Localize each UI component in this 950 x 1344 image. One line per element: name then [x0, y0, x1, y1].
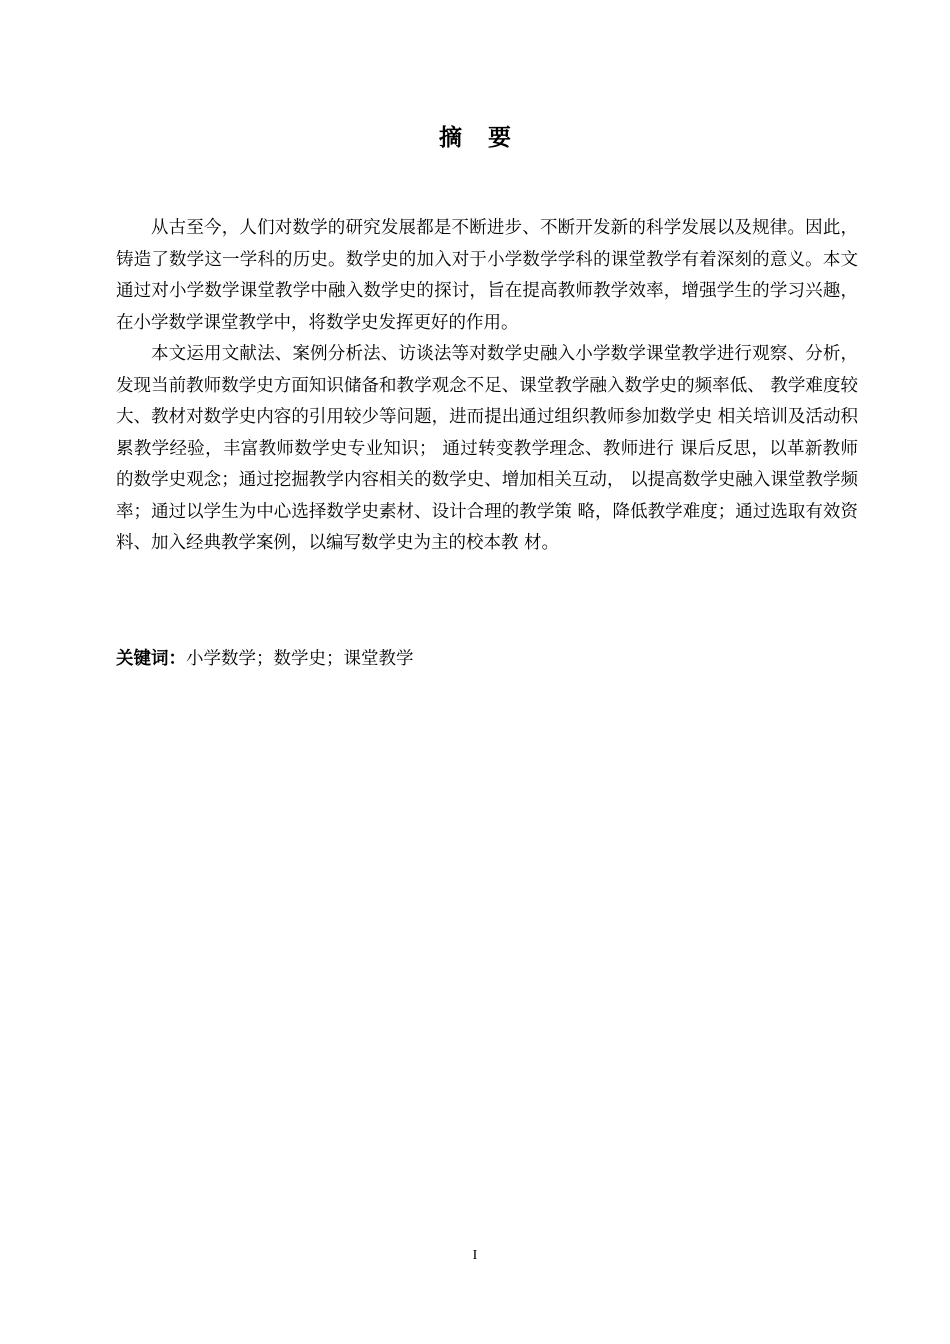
abstract-title: 摘要 [439, 125, 537, 151]
abstract-body [116, 213, 858, 560]
page-number: I [472, 1248, 478, 1263]
keywords-values: 小学数学；数学史；课堂教学 [186, 649, 414, 669]
keywords-line [116, 645, 858, 673]
keywords-label: 关键词： [116, 649, 186, 669]
abstract-paragraph-1: 从古至今，人们对数学的研究发展都是不断进步、不断开发新的科学发展以及规律。因此，铸造了数学这一学科的历史。数学史的加入对于小学数学学科的课堂教学有着深刻的意义。本文通过对小学数学课堂教学中融入数学史的探讨，旨在提高教师教学效率，增强学生的学习兴趣，在小学数学课堂教学中，将数学史发挥更好的作用。 [116, 218, 858, 333]
abstract-paragraph-2: 本文运用文献法、案例分析法、访谈法等对数学史融入小学数学课堂教学进行观察、分析，发现当前教师数学史方面知识储备和教学观念不足、课堂教学融入数学史的频率低、 教学难度较大、教材对数学史内容的引用较少等问题，进而提出通过组织教师参加数学史 相关培训及活动积累教学经验，丰富教师数学史专业知识； 通过转变教学理念、教师进行 课后反思，以革新教师的数学史观念；通过挖掘教学内容相关的数学史、增加相关互动， 以提高数学史融入课堂教学频率；通过以学生为中心选择数学史素材、设计合理的教学策 略，降低教学难度；通过选取有效资料、加入经典教学案例，以编写数学史为主的校本教 材。 [116, 344, 858, 553]
